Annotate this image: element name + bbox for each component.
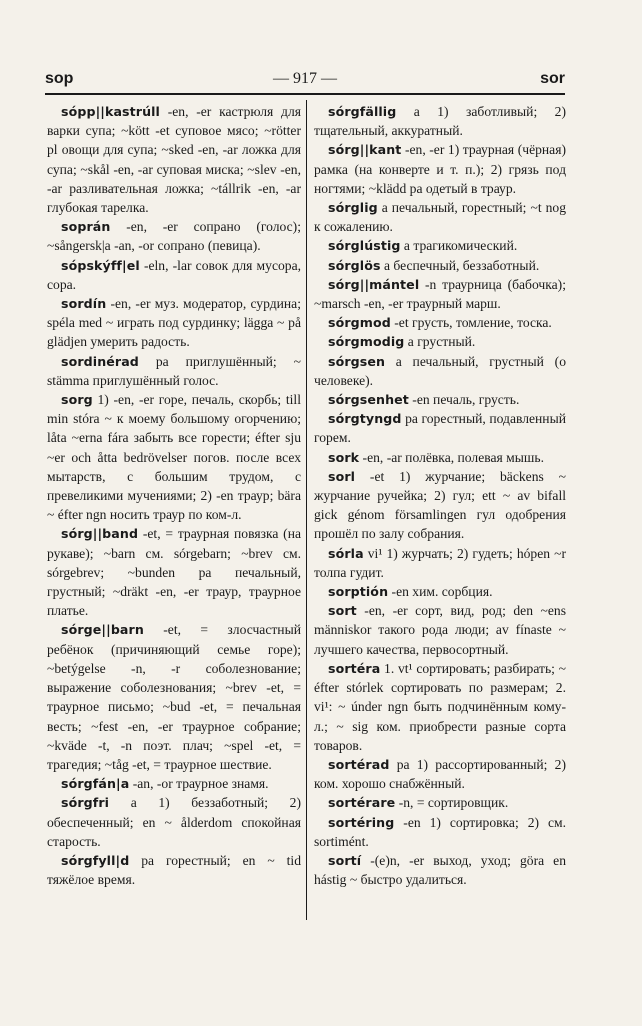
entry-headword: sortérad xyxy=(328,756,390,772)
entry-definition: pa горестный, подавленный горем. xyxy=(314,411,566,446)
entry-headword: sordín xyxy=(61,296,107,312)
entry-definition: -et, = злосчастный ребёнок (причиняющий семье горе); ~betýgelse -n, -r соболезнование; выражение соболезнования; ~brev -et, = траурное письмо; ~bud -et, = печальная весть; ~fest -en, -er траурное собрание; ~kväde -t, -n поэт. плач; ~spel -et, = трагедия; ~tåg -et, = траурное шествие. xyxy=(47,622,301,772)
entry-headword: sordinérad xyxy=(61,353,139,369)
dictionary-entry xyxy=(314,755,566,793)
entry-definition: a печальный, горестный; ~t nog к сожалению. xyxy=(314,200,566,235)
entry-headword: sórg||kant xyxy=(328,142,402,158)
dictionary-entry xyxy=(314,352,566,390)
dictionary-entry xyxy=(47,620,301,774)
dictionary-entry xyxy=(47,793,301,851)
header-rule xyxy=(45,93,565,95)
page-header xyxy=(45,70,565,92)
dictionary-entry xyxy=(47,217,301,255)
entry-headword: sórgmodig xyxy=(328,334,405,350)
entry-headword: sórgfyll|d xyxy=(61,852,130,868)
entry-definition: -en, -er сорт, вид, род; den ~ens människor такого рода люди; av fínaste ~ лучшего качества, первосортный. xyxy=(314,603,566,657)
entry-headword: sórg||band xyxy=(61,526,139,542)
left-column xyxy=(47,102,301,889)
dictionary-entry xyxy=(314,390,566,409)
entry-headword: sorptión xyxy=(328,584,389,600)
entry-definition: -en, -er муз. модератор, сурдина; spéla med ~ играть под сурдинку; lägga ~ på glädjen умерить радость. xyxy=(47,296,301,350)
entry-definition: pa приглушённый; ~ stämma приглушённый голос. xyxy=(47,353,301,388)
entry-definition: -an, -or траурное знамя. xyxy=(129,776,269,792)
dictionary-entry xyxy=(314,467,566,544)
entry-definition: -eln, -lar совок для мусора, сора. xyxy=(47,257,301,292)
dictionary-entry xyxy=(314,793,566,812)
entry-definition: -(e)n, -er выход, уход; göra en hástig ~ быстро удалиться. xyxy=(314,852,566,888)
entry-headword: sorg xyxy=(61,392,93,408)
entry-definition: -n траурница (бабочка); ~marsch -en, -er траурный марш. xyxy=(314,276,566,312)
entry-headword: sórglös xyxy=(328,257,381,273)
dictionary-entry xyxy=(47,524,301,620)
entry-headword: sórgtyngd xyxy=(328,411,402,427)
dictionary-entry xyxy=(314,140,566,198)
entry-definition: -et грусть, томление, тоска. xyxy=(390,315,552,331)
entry-headword: sórgfri xyxy=(61,795,110,811)
dictionary-entry xyxy=(47,256,301,294)
entry-definition: a трагикомический. xyxy=(400,238,518,254)
dictionary-entry xyxy=(314,102,566,140)
column-divider xyxy=(306,100,307,920)
entry-headword: sópp||kastrúll xyxy=(61,104,160,119)
entry-headword: sórgsen xyxy=(328,353,386,369)
entry-definition: pa горестный; en ~ tid тяжёлое время. xyxy=(47,852,301,888)
entry-headword: sorl xyxy=(328,468,356,484)
dictionary-entry xyxy=(314,544,566,582)
entry-definition: -en, -er сопрано (голос); ~sångersk|a -an, -or сопрано (певица). xyxy=(47,219,301,254)
entry-headword: sórg||mántel xyxy=(328,276,420,292)
entry-headword: sórglústig xyxy=(328,238,401,254)
dictionary-entry xyxy=(47,294,301,352)
entry-headword: sórge||barn xyxy=(61,622,144,638)
header-left-guideword: sop xyxy=(45,70,74,87)
entry-headword: sortérare xyxy=(328,795,396,811)
entry-headword: sort xyxy=(328,603,357,619)
dictionary-entry xyxy=(314,198,566,236)
entry-definition: -et 1) журчание; bäckens ~ журчание ручейка; 2) гул; ett ~ av bifall gick génom församlingen гул одобрения прошёл по залу собрания. xyxy=(314,468,566,542)
entry-definition: -en, -er 1) траурная (чёрная) рамка (на конверте и т. п.); 2) грязь под ногтями; ~klädd pa одетый в траур. xyxy=(314,142,566,196)
entry-definition: -en, -er кастрюля для варки супа; ~kött -et суповое мясо; ~rötter pl овощи для супа; ~sked -en, -ar ложка для супа; ~skål -en, -ar суповая миска; ~slev -en, -ar разливательная ложка; ~tállrik -en, -ar глубокая тарелка. xyxy=(47,104,301,216)
dictionary-entry xyxy=(314,851,566,889)
dictionary-entry xyxy=(314,275,566,313)
dictionary-entry xyxy=(314,601,566,659)
dictionary-entry xyxy=(314,448,566,467)
dictionary-entry xyxy=(314,659,566,755)
dictionary-entry xyxy=(47,851,301,889)
entry-definition: -en печаль, грусть. xyxy=(408,392,520,408)
entry-definition: -en 1) сортировка; 2) см. sortimént. xyxy=(314,814,566,849)
page-number: — 917 — xyxy=(273,70,337,87)
entry-headword: sork xyxy=(328,449,360,465)
dictionary-entry xyxy=(314,256,566,275)
entry-headword: soprán xyxy=(61,219,111,235)
entry-headword: sópskýff|el xyxy=(61,257,140,273)
entry-definition: a 1) беззаботный; 2) обеспеченный; en ~ ålderdom спокойная старость. xyxy=(47,795,301,849)
entry-headword: sortéring xyxy=(328,814,395,830)
entry-definition: vi¹ 1) журчать; 2) гудеть; hópen ~r толпа гудит. xyxy=(314,545,566,580)
entry-definition: -et, = траурная повязка (на рукаве); ~barn см. sórgebarn; ~brev см. sórgebrev; ~bunden pa печальный, грустный; ~dräkt -en, -er траур, траурное платье. xyxy=(47,526,301,619)
entry-definition: -en, -ar полёвка, полевая мышь. xyxy=(359,449,544,465)
entry-definition: a беспечный, беззаботный. xyxy=(380,257,540,273)
dictionary-entry xyxy=(314,813,566,851)
entry-definition: pa 1) рассортированный; 2) ком. хорошо снабжённый. xyxy=(314,756,566,792)
dictionary-entry xyxy=(314,236,566,255)
entry-definition: 1. vt¹ сортировать; разбирать; ~ éfter stórlek сортировать по размерам; 2. vi¹: ~ únder ngn быть подчинённым кому-л.; ~ sig ком. приобрести разные сорта товаров. xyxy=(314,660,566,753)
entry-definition: a грустный. xyxy=(404,334,476,350)
entry-headword: sórgfán|a xyxy=(61,776,130,792)
dictionary-entry xyxy=(47,774,301,793)
entry-definition: -en хим. сорбция. xyxy=(388,584,493,600)
entry-definition: -n, = сортировщик. xyxy=(395,795,509,811)
entry-definition: 1) -en, -er горе, печаль, скорбь; till min stóra ~ к моему большому огорчению; låta ~erna fára забыть все горести; éfter sju ~er och åtta bedrövelser погов. после всех мытарств, с большим трудом, с превеликими мучениями; 2) -en траур; bära ~ éfter ngn носить траур по ком-л. xyxy=(47,392,301,523)
entry-headword: sórglig xyxy=(328,200,378,216)
dictionary-entry xyxy=(314,332,566,351)
entry-headword: sórla xyxy=(328,545,364,561)
entry-headword: sórgsenhet xyxy=(328,392,409,408)
entry-definition: a печальный, грустный (о человеке). xyxy=(314,353,566,388)
dictionary-entry xyxy=(47,390,301,524)
dictionary-entry xyxy=(314,313,566,332)
entry-headword: sortéra xyxy=(328,660,381,676)
entry-headword: sórgmod xyxy=(328,315,391,331)
entry-headword: sórgfällig xyxy=(328,104,397,119)
dictionary-entry xyxy=(47,352,301,390)
header-right-guideword: sor xyxy=(540,70,565,87)
right-column xyxy=(314,102,566,889)
entry-headword: sortí xyxy=(328,852,362,868)
entry-definition: a 1) заботливый; 2) тщательный, аккуратный. xyxy=(314,104,566,139)
dictionary-entry xyxy=(47,102,301,217)
dictionary-entry xyxy=(314,409,566,447)
dictionary-entry xyxy=(314,582,566,601)
